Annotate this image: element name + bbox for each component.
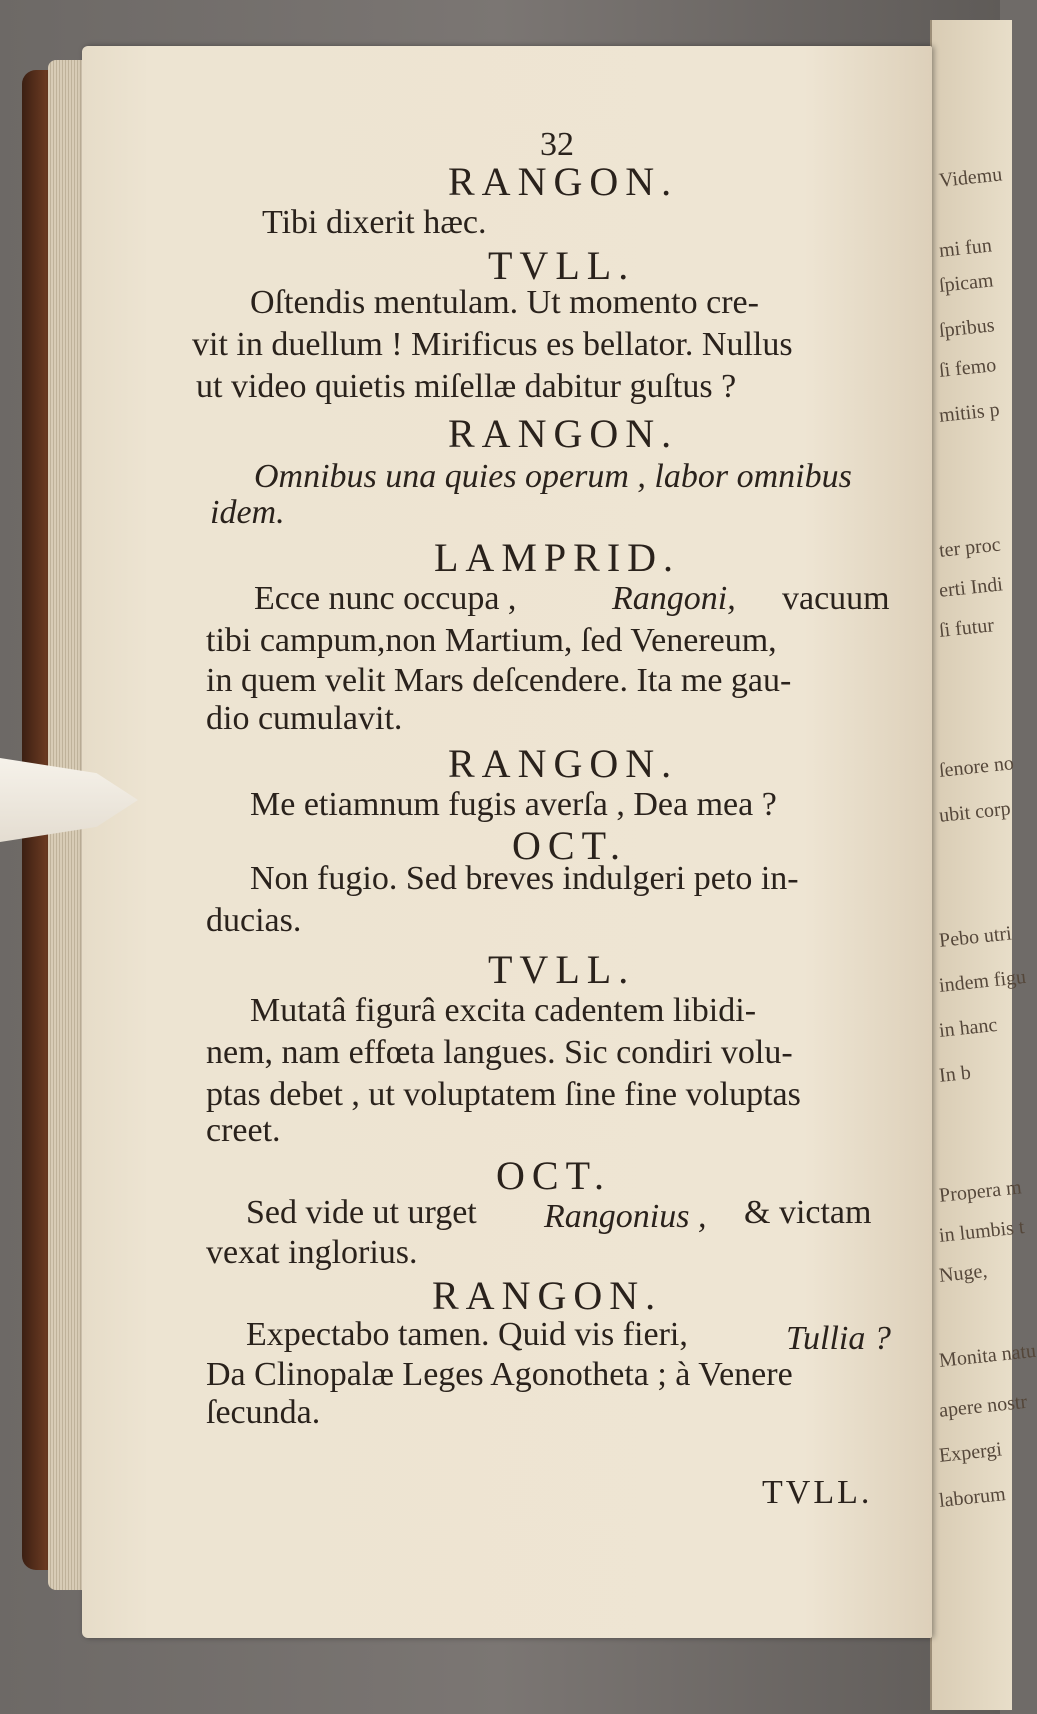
speaker-heading: RANGON. (448, 159, 679, 204)
facing-text: in hanc (938, 1013, 999, 1042)
text-line: Non fugio. Sed breves indulgeri peto in- (250, 860, 799, 897)
facing-text: laborum (938, 1483, 1007, 1512)
text-line: Omnibus una quies operum , labor omnibus (254, 458, 852, 495)
text-line: vexat inglorius. (206, 1234, 418, 1271)
speaker-heading: TVLL. (488, 243, 636, 288)
facing-text: Propera m (938, 1176, 1023, 1207)
facing-text: ſi futur (938, 614, 995, 642)
facing-text: mi fun (938, 234, 993, 262)
text-line-italic: Tullia ? (786, 1320, 891, 1357)
facing-text: Nuge, (938, 1259, 989, 1287)
text-line: Me etiamnum fugis averſa , Dea mea ? (250, 786, 777, 823)
text-line-italic: Rangoni, (612, 580, 736, 617)
facing-text: erti Indi (938, 573, 1004, 602)
text-line: in quem velit Mars deſcendere. Ita me gau- (206, 662, 792, 699)
text-line: idem. (210, 494, 285, 531)
facing-text: ſi femo (938, 354, 998, 382)
speaker-heading: LAMPRID. (434, 535, 681, 580)
text-line-italic: Rangonius , (544, 1198, 707, 1235)
text-line: ducias. (206, 902, 302, 939)
text-line: ptas debet , ut voluptatem ſine fine voluptas (206, 1076, 801, 1113)
text-line: nem, nam effœta langues. Sic condiri volu- (206, 1034, 793, 1071)
facing-text: Monita natu (938, 1339, 1037, 1372)
text-line: vit in duellum ! Mirificus es bellator. Nullus (192, 326, 793, 363)
facing-text: ſenore no (938, 752, 1015, 782)
page-number: 32 (540, 126, 574, 163)
catchword: TVLL. (762, 1474, 873, 1511)
facing-text: Expergi (938, 1438, 1003, 1467)
facing-text: in lumbis t (938, 1216, 1026, 1247)
text-line: creet. (206, 1112, 281, 1149)
speaker-heading: OCT. (512, 823, 628, 868)
text-line: & victam (744, 1194, 872, 1231)
facing-text: ſpribus (938, 314, 996, 342)
text-line: tibi campum,non Martium, ſed Venereum, (206, 622, 777, 659)
speaker-heading: TVLL. (488, 947, 636, 992)
speaker-heading: RANGON. (448, 411, 679, 456)
speaker-heading: RANGON. (432, 1273, 663, 1318)
facing-text: ter proc (938, 533, 1002, 562)
text-line: Expectabo tamen. Quid vis fieri, (246, 1316, 688, 1353)
text-line: Sed vide ut urget (246, 1194, 477, 1231)
facing-text: apere nostr (938, 1390, 1029, 1422)
facing-text: ubit corp (938, 797, 1012, 827)
text-line: Mutatâ figurâ excita cadentem libidi- (250, 992, 757, 1029)
facing-text: In b (938, 1061, 972, 1087)
text-line: dio cumulavit. (206, 700, 403, 737)
speaker-heading: OCT. (496, 1153, 612, 1198)
speaker-heading: RANGON. (448, 741, 679, 786)
text-line: Oſtendis mentulam. Ut momento cre- (250, 284, 759, 321)
text-line: ſecunda. (206, 1394, 321, 1431)
text-line: ut video quietis miſellæ dabitur guſtus ? (196, 368, 737, 405)
text-line: Tibi dixerit hæc. (262, 204, 487, 241)
facing-text: Videmu (938, 163, 1004, 192)
text-line: Ecce nunc occupa , (254, 580, 517, 617)
text-line: Da Clinopalæ Leges Agonotheta ; à Venere (206, 1356, 793, 1393)
facing-text: indem figu (938, 965, 1028, 997)
facing-page-fragment (930, 20, 1037, 1710)
facing-text: mitiis p (938, 398, 1001, 427)
facing-text: ſpicam (938, 269, 995, 297)
facing-text: Pebo utri (938, 922, 1013, 952)
text-line: vacuum (782, 580, 890, 617)
